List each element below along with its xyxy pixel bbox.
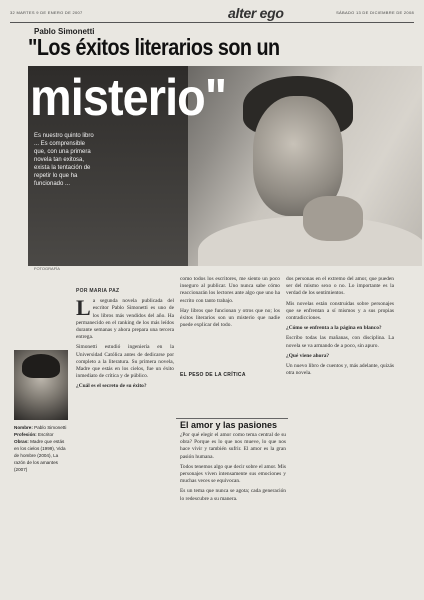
author-hair	[22, 354, 60, 378]
paragraph: Hay libros que funcionan y otros que no; los éxitos literarios son un misterio que nadie puede explicar del todo.	[180, 307, 280, 329]
article-column-1	[76, 288, 174, 583]
masthead-folio: 32 MARTES 9 DE ENERO DE 2007	[10, 10, 83, 15]
paragraph-text: a segunda novela publicada del escritor Pablo Simonetti es uno de los libros más vendidos del año. Ha permanecido en el ranking de los más leídos durante semanas y ahora prepara una tercera entrega.	[76, 298, 174, 341]
fact-name-label: Nombre:	[14, 425, 33, 430]
fact-box	[14, 424, 70, 473]
interview-question: ¿Cómo se enfrenta a la página en blanco?	[286, 325, 382, 332]
interview-question: ¿Cuál es el secreto de su éxito?	[76, 383, 147, 390]
byline: Pablo Simonetti	[34, 27, 95, 36]
masthead-date: SÁBADO 13 DE DICIEMBRE DE 2008	[336, 10, 414, 15]
interview-question: ¿Qué viene ahora?	[286, 352, 330, 359]
paragraph	[76, 295, 174, 341]
paragraph: Es un tema que nunca se agota; cada generación lo redescubre a su manera.	[180, 488, 286, 502]
paragraph: dos personas en el extremo del amor, que pueden ser del mismo sexo o no. Lo importante es la verdad de los sentimientos.	[286, 276, 394, 297]
dropcap: L	[76, 295, 91, 321]
paragraph: Todos tenemos algo que decir sobre el amor. Mis personajes viven intensamente sus emociones y muchas veces se equivocan.	[180, 463, 286, 485]
headline-overlay: misterio"	[30, 69, 227, 127]
article-column-3	[286, 276, 394, 544]
fact-obras-label: Obras:	[14, 439, 29, 444]
paragraph: Mis novelas están construidas sobre personajes que se enfrentan a sí mismos y a sus propias contradicciones.	[286, 300, 394, 322]
headline: "Los éxitos literarios son un	[28, 34, 280, 60]
column-subhead: EL PESO DE LA CRÍTICA	[180, 372, 246, 378]
paragraph: como todos los escritores, me siento un poco inseguro al publicar. Uno nunca sabe cómo reaccionarán los lectores ante algo que uno ha escrito con tanto trabajo.	[180, 276, 280, 304]
masthead	[10, 6, 414, 23]
author-photo	[14, 350, 68, 420]
fact-name-value: Pablo Simonetti	[34, 425, 67, 430]
paragraph: Simonetti estudió ingeniería en la Universidad Católica antes de dedicarse por completo a la literatura. Su primera novela, Madre que estás en los cielos, fue un éxito inmediato de crítica y de público.	[76, 344, 174, 380]
fact-prof-value: Escritor	[38, 432, 54, 437]
paragraph: Escribo todas las mañanas, con disciplina. La novela se va armando de a poco, sin apuro.	[286, 335, 394, 349]
paragraph: Un nuevo libro de cuentos y, más adelante, quizás otra novela.	[286, 363, 394, 377]
article-kicker: POR MARÍA PAZ	[76, 288, 120, 294]
photo-figure-hand	[303, 196, 363, 241]
photo-credit: FOTOGRAFÍA	[34, 266, 60, 271]
sidebar-title: El amor y las pasiones	[180, 420, 278, 430]
fact-prof-label: Profesión:	[14, 432, 37, 437]
paragraph: ¿Por qué elegir el amor como tema central de su obra? Porque es lo que nos mueve, lo que nos hace vivir y también sufrir. El amor es la gran pasión humana.	[180, 432, 286, 460]
fact-obras-value: Madre que estás en los cielos (1999), Vida de hombre (2004), La razón de los amantes (2007)	[14, 439, 66, 472]
photo-pull-quote: Es nuestro quinto libro ... Es comprensible que, con una primera novela tan exitosa, exista la tentación de repetir lo que ha funcionado ...	[34, 133, 94, 187]
sidebar-text	[180, 432, 286, 582]
section-title: alter ego	[228, 5, 284, 21]
